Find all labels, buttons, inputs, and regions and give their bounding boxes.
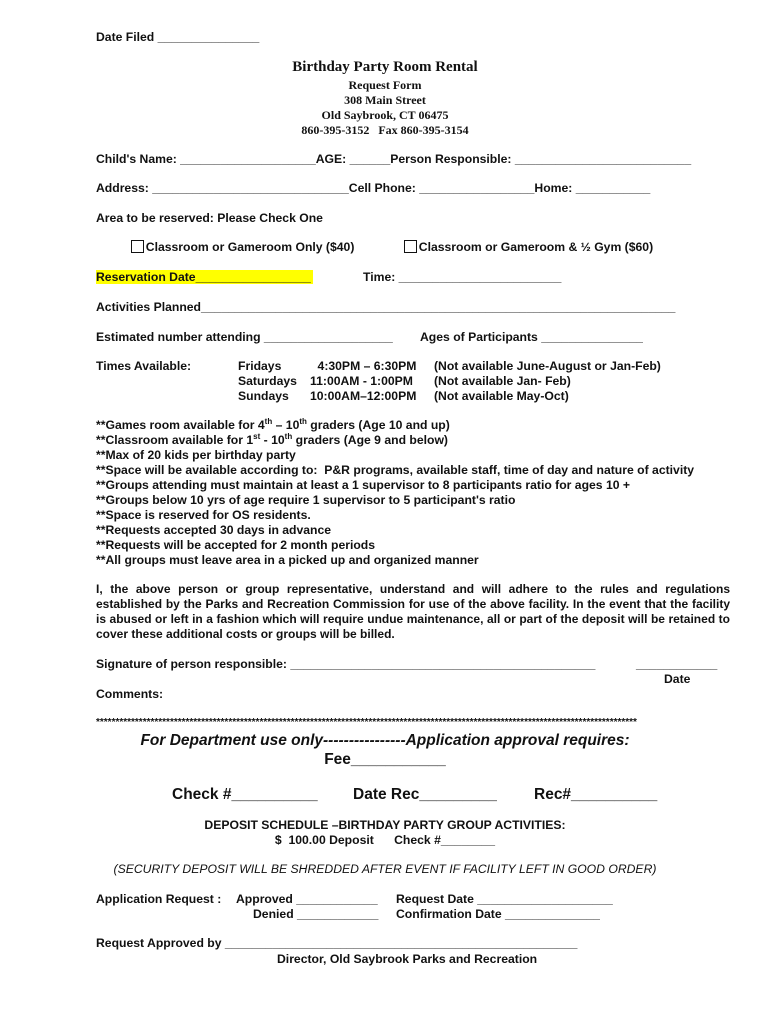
option-classroom-gym-label: Classroom or Gameroom & ½ Gym ($60) — [418, 240, 654, 254]
application-request-label: Application Request : — [96, 892, 222, 906]
rule-games-room — [96, 418, 450, 432]
rule-sup: th — [284, 432, 293, 441]
rule-item: **Groups below 10 yrs of age require 1 supervisor to 5 participant's ratio — [96, 493, 516, 507]
date-rec-field[interactable]: Date Rec_________ — [353, 786, 497, 803]
ages-participants-field[interactable]: Ages of Participants _______________ — [420, 330, 643, 344]
rule-sup: th — [299, 417, 307, 426]
day-fridays: Fridays — [238, 359, 282, 373]
rule-item: **Groups attending must maintain at least a 1 supervisor to 8 participants ratio for ages 10 + — [96, 478, 631, 492]
approved-field[interactable]: Approved ____________ — [236, 892, 378, 906]
request-approved-field[interactable]: Request Approved by ____________________________________________________ — [96, 936, 578, 950]
rec-number-field[interactable]: Rec#__________ — [534, 786, 658, 803]
times-available-label: Times Available: — [96, 359, 192, 373]
rule-item: **Requests will be accepted for 2 month periods — [96, 538, 376, 552]
rule-text: - 10 — [260, 433, 285, 447]
rule-classroom — [96, 433, 448, 447]
reservation-date-field[interactable]: Reservation Date_________________ — [96, 270, 311, 284]
estimated-attending-field[interactable]: Estimated number attending ___________________ — [96, 330, 393, 344]
time-field[interactable]: Time: ________________________ — [363, 270, 562, 284]
director-label: Director, Old Saybrook Parks and Recreation — [277, 952, 538, 966]
rule-item: **All groups must leave area in a picked up and organized manner — [96, 553, 479, 567]
day-sundays: Sundays — [238, 389, 289, 403]
child-name-line[interactable]: Child's Name: ____________________AGE: ______Person Responsible: __________________________ — [96, 152, 692, 166]
option-classroom-only-label: Classroom or Gameroom Only ($40) — [145, 240, 355, 254]
date-filed-field[interactable]: Date Filed _______________ — [96, 30, 260, 44]
rule-text: **Games room available for 4 — [96, 418, 265, 432]
request-date-field[interactable]: Request Date ____________________ — [396, 892, 613, 906]
denied-field[interactable]: Denied ____________ — [253, 907, 379, 921]
day-saturdays: Saturdays — [238, 374, 297, 388]
note-saturdays: (Not available Jan- Feb) — [434, 374, 571, 388]
department-heading: For Department use only----------------Application approval requires: — [140, 732, 630, 749]
signature-date-label: Date — [664, 672, 691, 686]
fee-field[interactable]: Fee___________ — [324, 751, 446, 768]
note-sundays: (Not available May-Oct) — [434, 389, 569, 403]
address-street: 308 Main Street — [344, 93, 426, 107]
option-classroom-only[interactable] — [124, 226, 354, 254]
rule-item: **Requests accepted 30 days in advance — [96, 523, 332, 537]
separator-stars: ******************************************************************************************************************************************* — [96, 717, 637, 728]
security-deposit-note: (SECURITY DEPOSIT WILL BE SHREDDED AFTER EVENT IF FACILITY LEFT IN GOOD ORDER) — [113, 862, 657, 876]
signature-date-field[interactable]: ____________ — [636, 657, 718, 671]
form-subtitle: Request Form — [348, 78, 422, 92]
phone-fax: 860-395-3152 Fax 860-395-3154 — [301, 123, 469, 137]
checkbox-icon[interactable] — [131, 240, 144, 253]
rule-item: **Space will be available according to: P&R programs, available staff, time of day and nature of activity — [96, 463, 695, 477]
rule-sup: st — [253, 432, 261, 441]
address-line[interactable]: Address: _____________________________Cell Phone: _________________Home: ___________ — [96, 181, 651, 195]
agreement-paragraph: I, the above person or group representative, understand and will adhere to the rules and regulations established by the Parks and Recreation Commission for use of the above facility. In the event that the facility is abused or left in a fashion which will require undue maintenance, all or part of the deposit will be retained to cover these additional costs or groups will be billed. — [96, 582, 730, 641]
rule-text: – 10 — [272, 418, 300, 432]
checkbox-icon[interactable] — [404, 240, 417, 253]
note-fridays: (Not available June-August or Jan-Feb) — [434, 359, 661, 373]
rule-text: **Classroom available for 1 — [96, 433, 254, 447]
deposit-schedule-title: DEPOSIT SCHEDULE –BIRTHDAY PARTY GROUP ACTIVITIES: — [204, 818, 566, 832]
activities-planned-field[interactable]: Activities Planned______________________________________________________________________ — [96, 300, 676, 314]
rule-sup: th — [264, 417, 273, 426]
rule-item: **Max of 20 kids per birthday party — [96, 448, 296, 462]
area-label: Area to be reserved: Please Check One — [96, 211, 323, 225]
comments-label: Comments: — [96, 687, 164, 701]
rule-text: graders (Age 10 and up) — [306, 418, 450, 432]
form-title: Birthday Party Room Rental — [292, 59, 478, 75]
hours-sundays: 10:00AM–12:00PM — [310, 389, 417, 403]
option-classroom-gym[interactable] — [397, 226, 653, 254]
address-city: Old Saybrook, CT 06475 — [321, 108, 449, 122]
check-number-field[interactable]: Check #__________ — [172, 786, 318, 803]
confirmation-date-field[interactable]: Confirmation Date ______________ — [396, 907, 600, 921]
rule-text: graders (Age 9 and below) — [292, 433, 448, 447]
deposit-line[interactable]: $ 100.00 Deposit Check #________ — [274, 833, 496, 847]
rule-item: **Space is reserved for OS residents. — [96, 508, 311, 522]
hours-fridays: 4:30PM – 6:30PM — [304, 359, 417, 373]
signature-field[interactable]: Signature of person responsible: _____________________________________________ — [96, 657, 596, 671]
hours-saturdays: 11:00AM - 1:00PM — [310, 374, 413, 388]
